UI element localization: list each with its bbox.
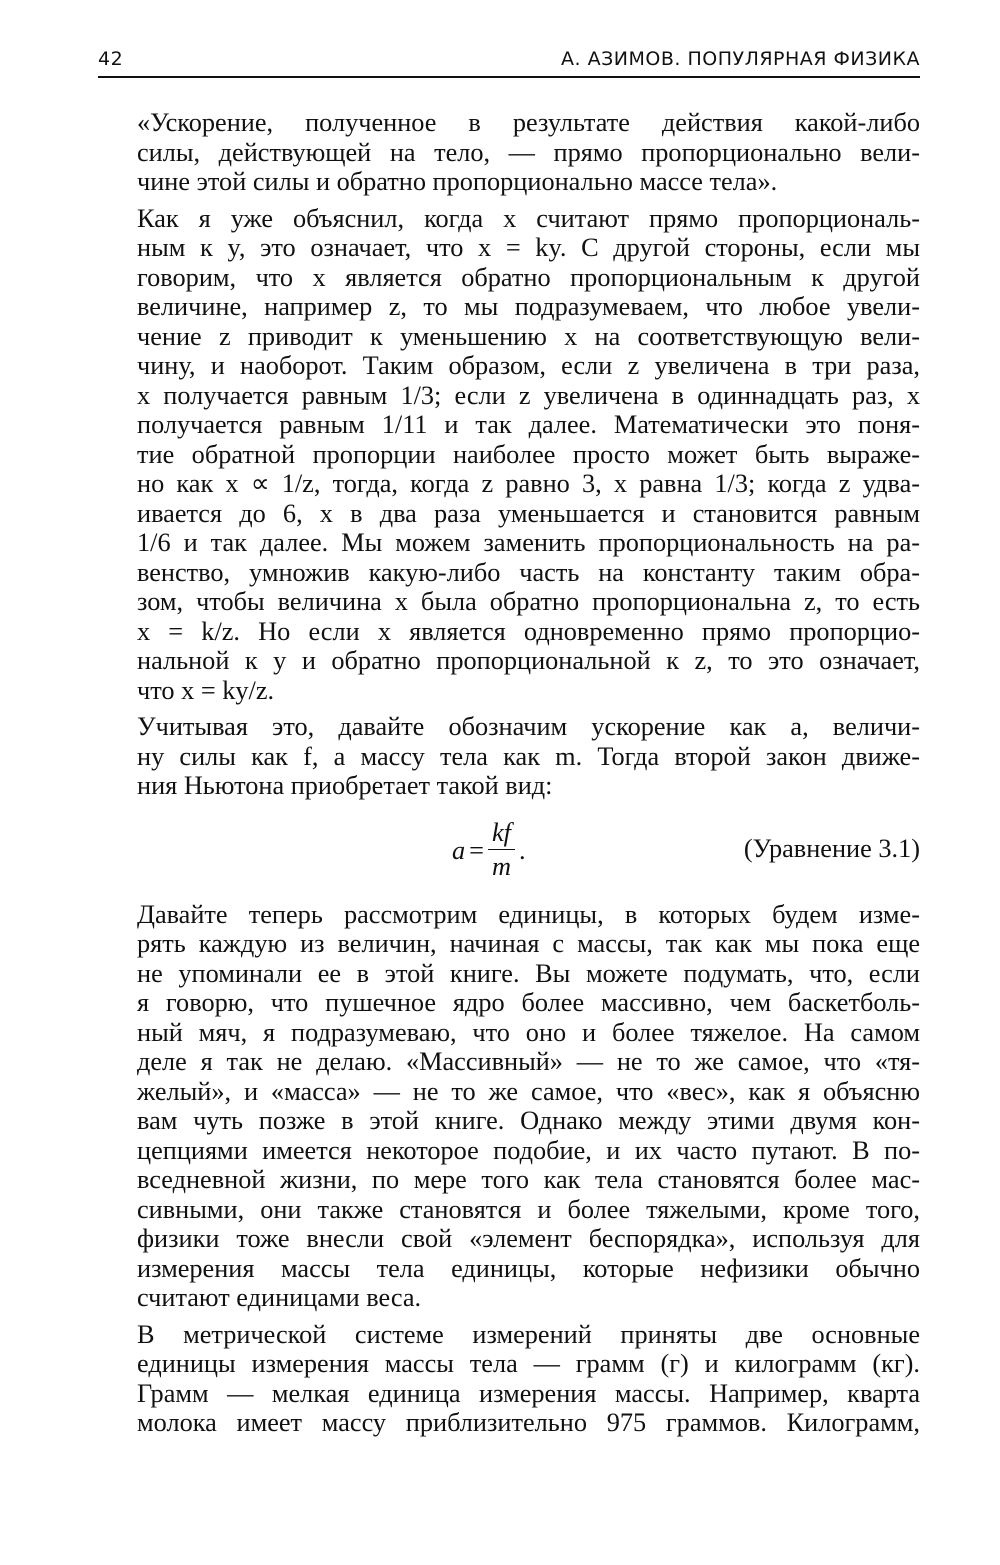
text-line: Учитывая это, давайте обозначим ускорение как a, величи- bbox=[137, 712, 920, 741]
text-line: чине этой силы и обратно пропорционально массе тела». bbox=[137, 167, 778, 196]
text-line: ный мяч, я подразумеваю, что оно и более тяжелое. На самом bbox=[137, 1017, 920, 1047]
text-line: вам чуть позже в этой книге. Однако между этими двумя кон- bbox=[137, 1106, 920, 1135]
text-line: величине, например z, то мы подразумеваем, что любое увели- bbox=[137, 292, 920, 321]
text-line: Как я уже объяснил, когда x считают прямо пропорциональ- bbox=[137, 203, 920, 233]
text-line: 1/6 и так далее. Мы можем заменить пропорциональность на ра- bbox=[137, 528, 920, 557]
paragraph-3 bbox=[98, 712, 920, 801]
equation-equals: = bbox=[469, 835, 484, 865]
text-line: я говорю, что пушечное ядро более массивно, чем баскетболь- bbox=[137, 988, 920, 1017]
text-line: деле я так не делаю. «Массивный» — не то же самое, что «тя- bbox=[137, 1047, 920, 1076]
text-line: измерения массы тела единицы, которые нефизики обычно bbox=[137, 1253, 920, 1283]
paragraph-2 bbox=[98, 204, 920, 706]
book-page bbox=[98, 48, 920, 1445]
equation-fraction bbox=[488, 817, 515, 884]
equation-lhs: a bbox=[452, 835, 466, 865]
text-line: получается равным 1/11 и так далее. Математически это поня- bbox=[137, 410, 920, 439]
text-line: x = k/z. Но если x является одновременно прямо пропорцио- bbox=[137, 616, 920, 646]
equation-denominator: m bbox=[491, 852, 511, 881]
text-line: желый», и «масса» — не то же самое, что «вес», как я объясню bbox=[137, 1076, 920, 1106]
text-line: чение z приводит к уменьшению x на соответствующую вели- bbox=[137, 321, 920, 351]
paragraph-4 bbox=[98, 900, 920, 1313]
text-line: рять каждую из величин, начиная с массы, так как мы пока еще bbox=[137, 929, 920, 958]
page-number: 42 bbox=[98, 48, 124, 70]
text-line: x получается равным 1/3; если z увеличена в одиннадцать раз, x bbox=[137, 380, 920, 410]
text-line: но как x ∝ 1/z, тогда, когда z равно 3, x равна 1/3; когда z удва- bbox=[137, 469, 920, 498]
text-line: ния Ньютона приобретает такой вид: bbox=[137, 771, 553, 800]
text-line: чину, и наоборот. Таким образом, если z увеличена в три раза, bbox=[137, 351, 920, 380]
text-line: ну силы как f, а массу тела как m. Тогда второй закон движе- bbox=[137, 741, 920, 771]
equation-period: . bbox=[518, 835, 526, 865]
text-line: тие обратной пропорции наиболее просто может быть выраже- bbox=[137, 439, 920, 469]
text-line: ным к y, это означает, что x = ky. С другой стороны, если мы bbox=[137, 233, 920, 262]
equation-formula bbox=[452, 806, 526, 896]
text-line: физики тоже внесли свой «элемент беспорядка», используя для bbox=[137, 1224, 920, 1253]
paragraph-1 bbox=[98, 108, 920, 197]
equation-numerator: kf bbox=[488, 817, 515, 850]
text-line: Давайте теперь рассмотрим единицы, в которых будем изме- bbox=[137, 899, 920, 929]
text-line: говорим, что x является обратно пропорциональным к другой bbox=[137, 262, 920, 292]
text-line: единицы измерения массы тела — грамм (г) и килограмм (кг). bbox=[137, 1349, 920, 1378]
equation-3-1 bbox=[98, 806, 920, 896]
text-line: венство, умножив какую-либо часть на константу таким обра- bbox=[137, 557, 920, 587]
text-line: силы, действующей на тело, — прямо пропорционально вели- bbox=[137, 137, 920, 167]
text-line: молока имеет массу приблизительно 975 граммов. Килограмм, bbox=[137, 1408, 920, 1437]
text-line: цепциями имеется некоторое подобие, и их часто путают. В по- bbox=[137, 1135, 920, 1165]
text-line: «Ускорение, полученное в результате действия какой-либо bbox=[137, 108, 920, 137]
text-line: Грамм — мелкая единица измерения массы. Например, кварта bbox=[137, 1378, 920, 1408]
text-line: что x = ky/z. bbox=[137, 675, 275, 705]
text-line: сивными, они также становятся и более тяжелыми, кроме того, bbox=[137, 1194, 920, 1224]
text-line: ивается до 6, x в два раза уменьшается и становится равным bbox=[137, 498, 920, 528]
text-line: считают единицами веса. bbox=[137, 1283, 422, 1312]
text-line: зом, чтобы величина x была обратно пропорциональна z, то есть bbox=[137, 587, 920, 616]
body-text bbox=[98, 108, 920, 1438]
running-title: А. АЗИМОВ. ПОПУЛЯРНАЯ ФИЗИКА bbox=[561, 48, 920, 70]
text-line: нальной к y и обратно пропорциональной к z, то это означает, bbox=[137, 646, 920, 675]
equation-label: (Уравнение 3.1) bbox=[743, 833, 920, 863]
paragraph-5 bbox=[98, 1320, 920, 1438]
page-header bbox=[98, 48, 920, 78]
text-line: не упоминали ее в этой книге. Вы можете подумать, что, если bbox=[137, 958, 920, 988]
text-line: вседневной жизни, по мере того как тела становятся более мас- bbox=[137, 1165, 920, 1194]
text-line: В метрической системе измерений приняты две основные bbox=[137, 1319, 920, 1349]
